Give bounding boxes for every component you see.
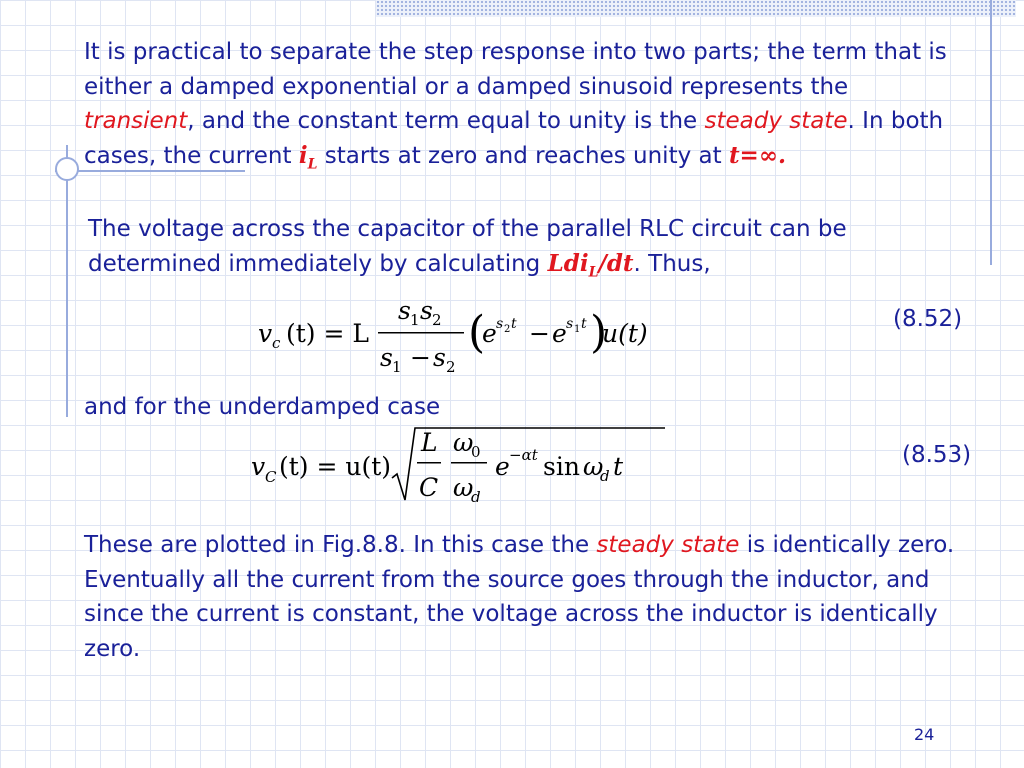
eq2-e: e — [495, 452, 510, 481]
top-dotted-band — [376, 0, 1016, 17]
derivative-expression: Ldi$_L$/dt — [547, 249, 634, 281]
eq1-e1-exp-s: s — [496, 316, 504, 332]
equation-8-52 — [250, 292, 670, 382]
equation-label-8-52: (8.52) — [893, 306, 963, 332]
eq2-sin: sin — [543, 452, 580, 481]
eq1-close-paren: ) — [590, 307, 608, 358]
eq1-e2: e — [552, 319, 567, 348]
accent-circle — [55, 157, 79, 181]
eq1-v-sub: c — [272, 334, 281, 352]
t-infinity: t=∞. — [728, 141, 786, 169]
eq2-omega0: ω — [453, 428, 474, 457]
equation-label-8-53: (8.53) — [902, 442, 972, 468]
eq1-lhs: (t) = L — [286, 319, 369, 348]
eq2-frac-bar-1 — [417, 462, 441, 464]
eq1-e2-exp-t: t — [581, 316, 587, 332]
eq2-frac-L: L — [421, 428, 438, 457]
eq1-e1-exp-sub: 2 — [504, 324, 511, 335]
eq1-den-s2-sub: 2 — [446, 358, 456, 376]
eq1-e1: e — [482, 319, 497, 348]
eq2-t: t — [613, 452, 624, 481]
page-number: 24 — [914, 725, 935, 744]
term-steady-state: steady state — [704, 108, 848, 134]
eq2-omega0-sub: 0 — [471, 443, 481, 461]
eq2-e-exp: −αt — [509, 446, 538, 464]
term-transient: transient — [84, 108, 188, 134]
eq1-fraction-bar — [378, 332, 464, 334]
paragraph-transient: It is practical to separate the step response into two parts; the term that is either a damped exponential or a damped sinusoid represents the transient, and the constant term equal to unity is the steady state. In both cases, the current $i_L$ starts at zero and reaches unity at t=∞. — [84, 39, 947, 173]
equation-8-53 — [245, 420, 665, 510]
eq1-minus: − — [529, 319, 550, 348]
current-symbol: $i_L$ — [298, 141, 318, 173]
eq2-v: v — [251, 452, 266, 481]
term-steady-state-2: steady state — [596, 532, 740, 558]
paragraph-voltage: The voltage across the capacitor of the parallel RLC circuit can be determined immediately by calculating Ldi$_L$/dt. Thus, — [88, 216, 847, 281]
paragraph-underdamped: and for the underdamped case — [84, 394, 441, 420]
eq1-open-paren: ( — [468, 307, 486, 358]
eq1-den-s1-sub: 1 — [392, 358, 402, 376]
eq1-num-s2: s — [420, 296, 433, 325]
eq1-e2-exp-sub: 1 — [574, 324, 581, 335]
eq1-num-s2-sub: 2 — [432, 311, 442, 329]
eq1-den-s2: s — [433, 343, 446, 372]
eq2-omegad-sub: d — [471, 488, 481, 506]
eq1-u: u(t) — [602, 319, 648, 348]
eq2-omega: ω — [583, 452, 604, 481]
eq1-den-s1: s — [380, 343, 393, 372]
eq1-e2-exp-s: s — [566, 316, 574, 332]
eq2-lhs: (t) = u(t) — [279, 452, 392, 481]
eq1-v: v — [258, 319, 273, 348]
eq1-num-s1-sub: 1 — [410, 311, 420, 329]
right-accent-line — [990, 0, 992, 265]
eq2-v-sub: C — [265, 468, 277, 486]
eq2-frac-C: C — [419, 473, 439, 502]
eq2-omegad: ω — [453, 473, 474, 502]
eq1-den-minus: − — [410, 343, 431, 372]
eq1-num-s1: s — [398, 296, 411, 325]
eq2-omega-sub: d — [600, 467, 610, 485]
eq1-e1-exp-t: t — [511, 316, 517, 332]
paragraph-plotted: These are plotted in Fig.8.8. In this case the steady state is identically zero. Eventually all the current from the source goes through the inductor, and since the current is constant, the voltage across the inductor is identically zero. — [84, 532, 955, 662]
eq2-frac-bar-2 — [451, 462, 487, 464]
left-accent-line — [66, 145, 68, 417]
